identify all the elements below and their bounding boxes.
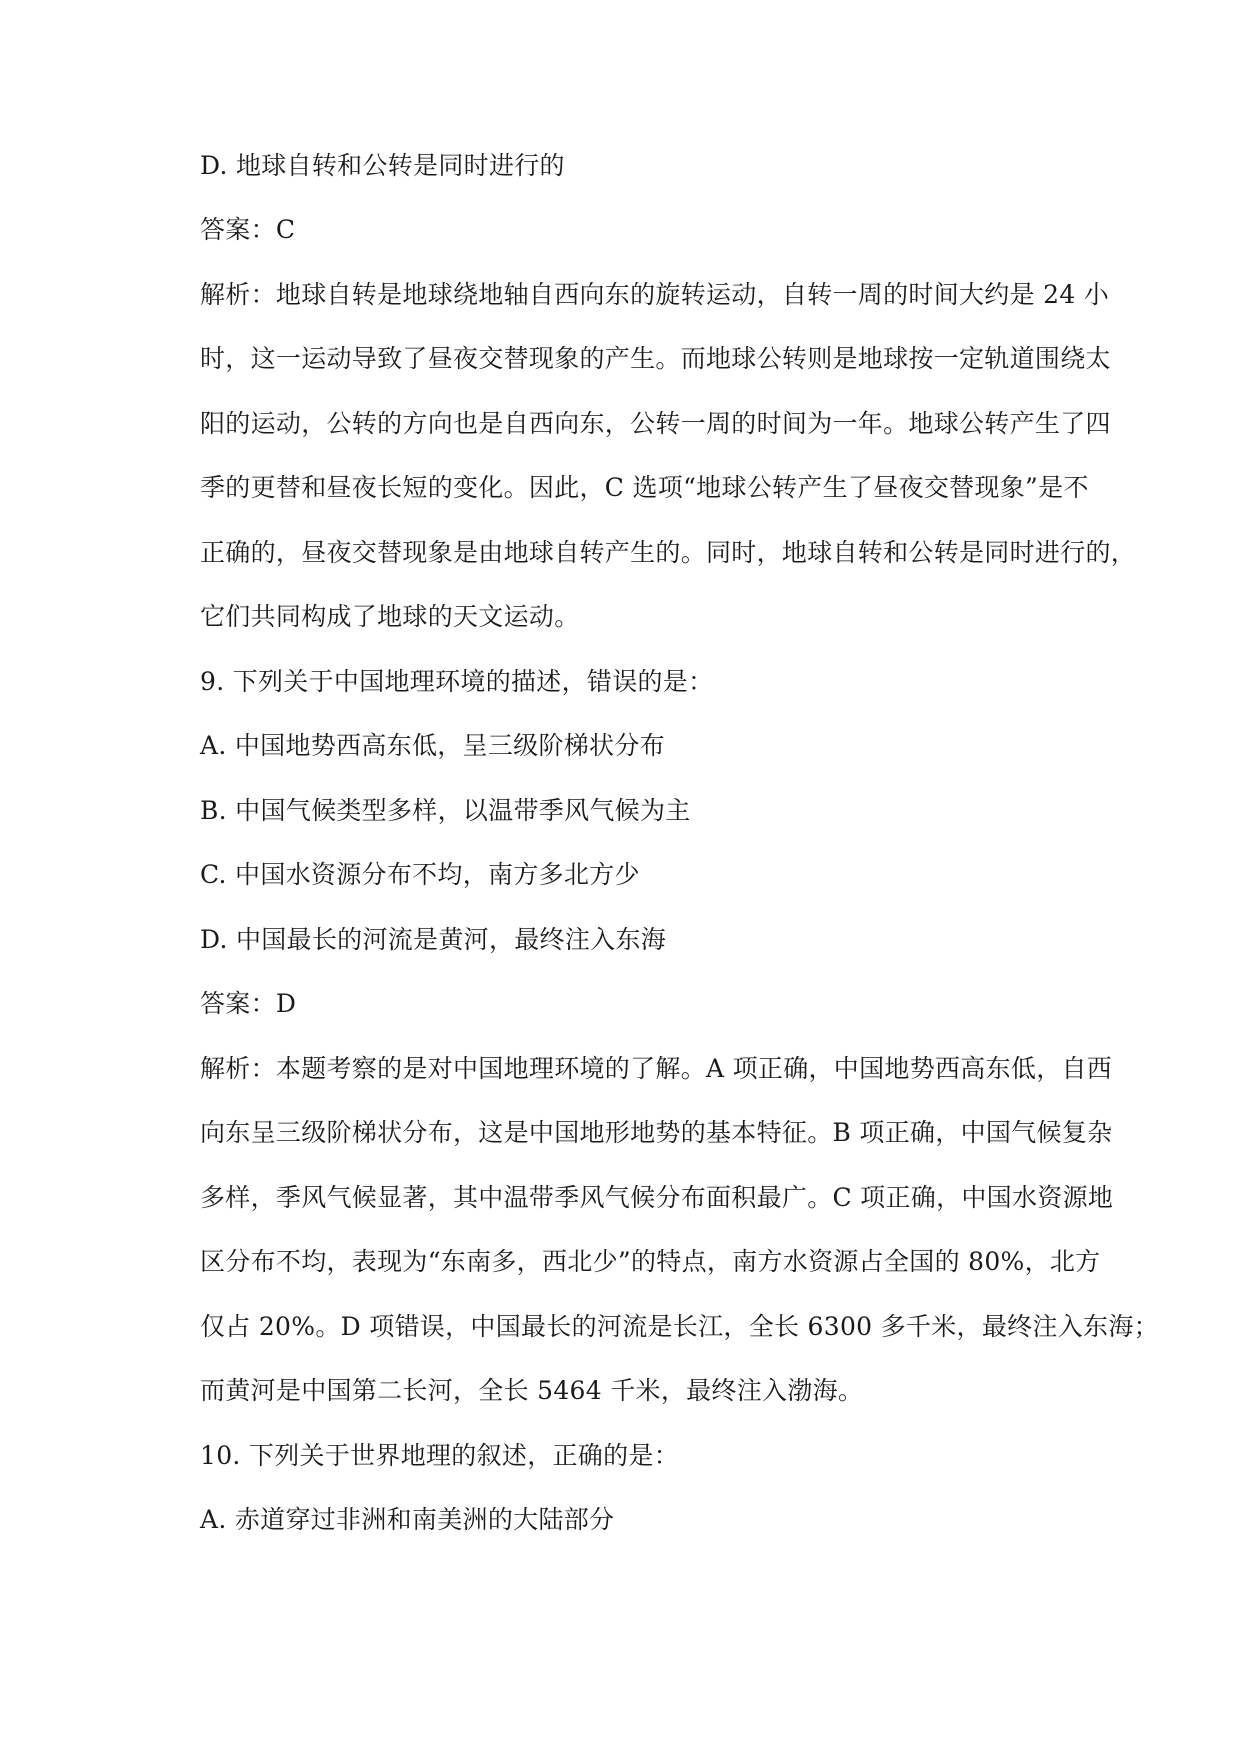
q8-analysis-line-3: 阳的运动，公转的方向也是自西向东，公转一周的时间为一年。地球公转产生了四 <box>200 409 1111 438</box>
q8-analysis-line-1: 解析：地球自转是地球绕地轴自西向东的旋转运动，自转一周的时间大约是 24 小 <box>200 280 1110 309</box>
q9-option-a: A. 中国地势西高东低，呈三级阶梯状分布 <box>200 731 665 760</box>
q8-analysis-line-2: 时，这一运动导致了昼夜交替现象的产生。而地球公转则是地球按一定轨道围绕太 <box>200 344 1111 373</box>
q8-answer: 答案：C <box>200 215 296 244</box>
q9-analysis-line-1: 解析：本题考察的是对中国地理环境的了解。A 项正确，中国地势西高东低，自西 <box>200 1054 1113 1083</box>
q10-option-a: A. 赤道穿过非洲和南美洲的大陆部分 <box>200 1505 615 1534</box>
q10-question: 10. 下列关于世界地理的叙述，正确的是： <box>200 1441 680 1470</box>
q9-analysis-line-5: 仅占 20%。D 项错误，中国最长的河流是长江，全长 6300 多千米，最终注入东海； <box>200 1312 1159 1341</box>
q9-answer: 答案：D <box>200 989 297 1018</box>
q8-analysis-line-4: 季的更替和昼夜长短的变化。因此，C 选项“地球公转产生了昼夜交替现象”是不 <box>200 473 1089 502</box>
q9-analysis-line-4: 区分布不均，表现为“东南多，西北少”的特点，南方水资源占全国的 80%，北方 <box>200 1247 1101 1276</box>
q8-analysis-line-6: 它们共同构成了地球的天文运动。 <box>200 602 580 631</box>
q9-analysis-line-6: 而黄河是中国第二长河，全长 5464 千米，最终注入渤海。 <box>200 1376 864 1405</box>
q9-option-c: C. 中国水资源分布不均，南方多北方少 <box>200 860 640 889</box>
q9-analysis-line-2: 向东呈三级阶梯状分布，这是中国地形地势的基本特征。B 项正确，中国气候复杂 <box>200 1118 1113 1147</box>
q9-question: 9. 下列关于中国地理环境的描述，错误的是： <box>200 667 714 696</box>
q8-option-d: D. 地球自转和公转是同时进行的 <box>200 151 565 180</box>
q9-option-b: B. 中国气候类型多样，以温带季风气候为主 <box>200 796 691 825</box>
q8-analysis-line-5: 正确的，昼夜交替现象是由地球自转产生的。同时，地球自转和公转是同时进行的， <box>200 538 1137 567</box>
q9-analysis-line-3: 多样，季风气候显著，其中温带季风气候分布面积最广。C 项正确，中国水资源地 <box>200 1183 1114 1212</box>
q9-option-d: D. 中国最长的河流是黄河，最终注入东海 <box>200 925 667 954</box>
